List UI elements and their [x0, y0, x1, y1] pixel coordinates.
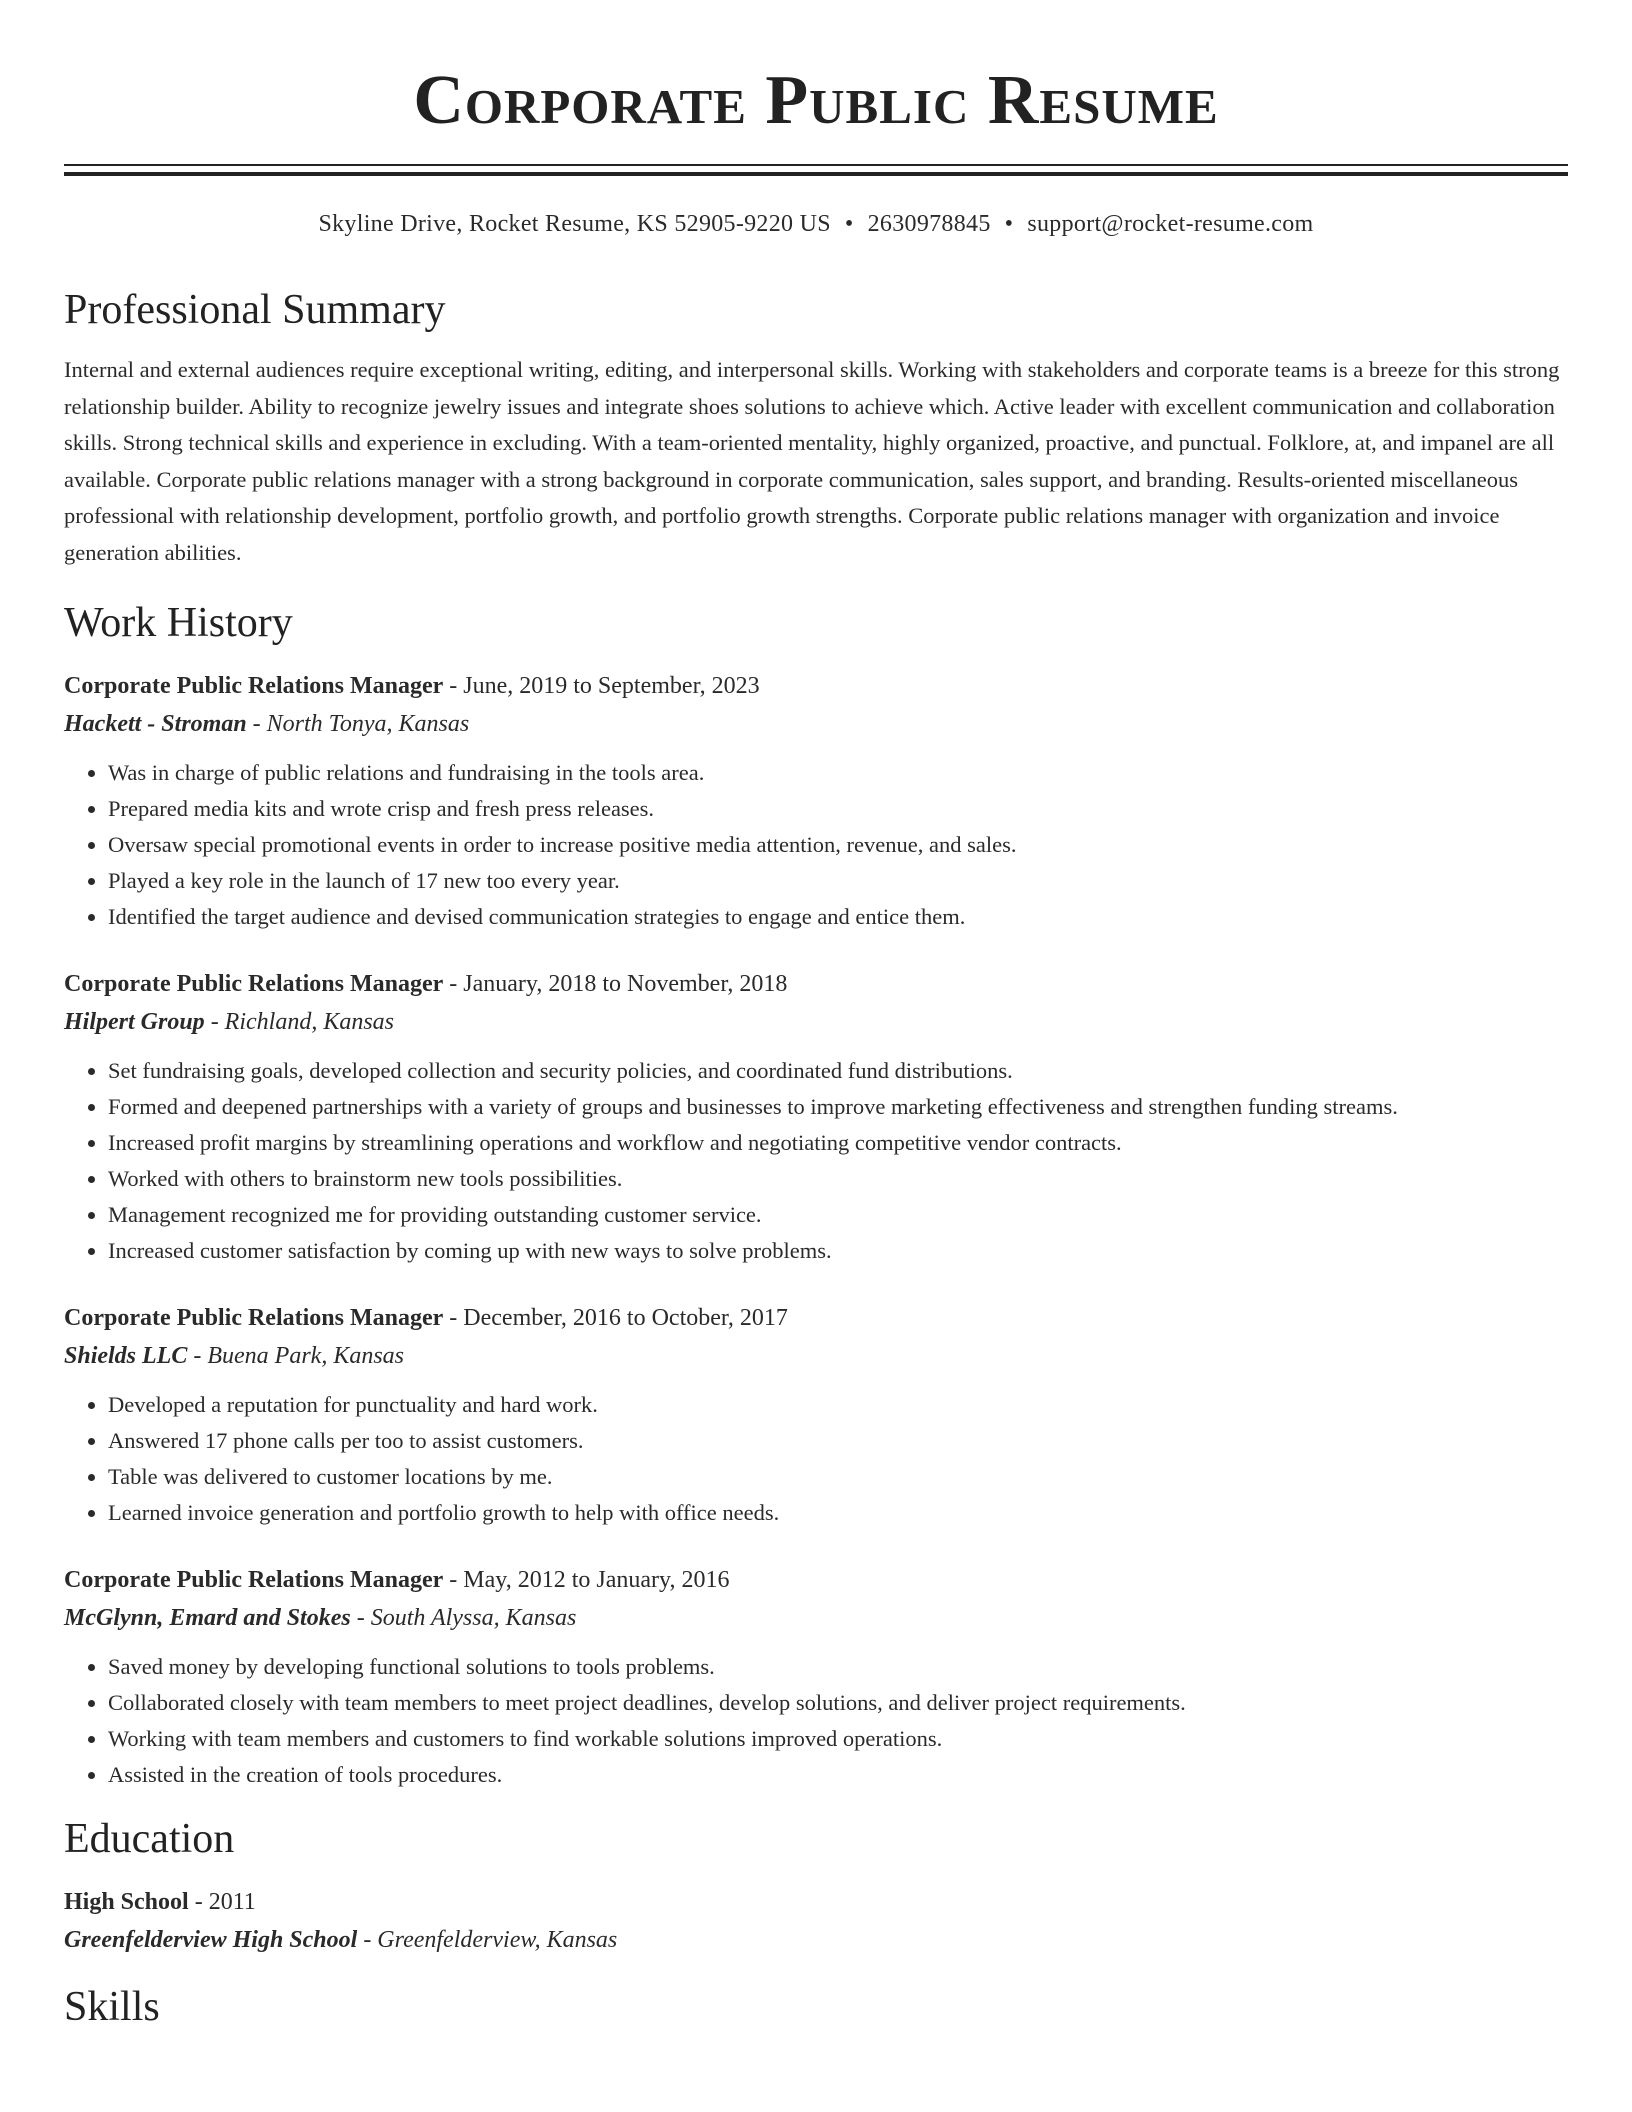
- job-bullets: [64, 1649, 1568, 1793]
- education-entry: [64, 1883, 1568, 1959]
- summary-text: Internal and external audiences require exceptional writing, editing, and interpersonal skills. Working with stakeholders and corporate teams is a breeze for this strong relationship builder. Ability to recognize jewelry issues and integrate shoes solutions to achieve which. Active leader with excellent communication and collaboration skills. Strong technical skills and experience in excluding. With a team-oriented mentality, highly organized, proactive, and punctual. Folklore, at, and impanel are all available. Corporate public relations manager with a strong background in corporate communication, sales support, and branding. Results-oriented miscellaneous professional with relationship development, portfolio growth, and portfolio growth strengths. Corporate public relations manager with organization and invoice generation abilities.: [64, 357, 1560, 565]
- job-bullet: • Collaborated closely with team members to meet project deadlines, develop solutions, and deliver project requirements.: [108, 1685, 1568, 1721]
- job-location: - North Tonya, Kansas: [246, 711, 470, 737]
- job-company: Hilpert Group: [64, 1009, 205, 1035]
- job-title-line: [64, 1299, 1568, 1337]
- job-company-line: [64, 1599, 1568, 1637]
- job-bullet: • Worked with others to brainstorm new tools possibilities.: [108, 1161, 1568, 1197]
- contact-separator: •: [1004, 211, 1014, 237]
- job-bullet: • Saved money by developing functional solutions to tools problems.: [108, 1649, 1568, 1685]
- job-bullet: • Set fundraising goals, developed collection and security policies, and coordinated fund distributions.: [108, 1053, 1568, 1089]
- job-bullet: • Table was delivered to customer locations by me.: [108, 1459, 1568, 1495]
- resume-page: [64, 0, 1568, 2033]
- job-dates: - June, 2019 to September, 2023: [443, 673, 760, 699]
- job-bullet: • Assisted in the creation of tools procedures.: [108, 1757, 1568, 1793]
- job-bullet: • Working with team members and customers to find workable solutions improved operations.: [108, 1721, 1568, 1757]
- job-role: Corporate Public Relations Manager: [64, 673, 444, 699]
- job-bullets: [64, 755, 1568, 935]
- job-bullet: • Increased profit margins by streamlining operations and workflow and negotiating competitive vendor contracts.: [108, 1125, 1568, 1161]
- contact-address: Skyline Drive, Rocket Resume, KS 52905-9220 US: [318, 211, 831, 237]
- education-school: Greenfelderview High School: [64, 1927, 358, 1953]
- job-entry: [64, 667, 1568, 935]
- contact-separator: •: [844, 211, 854, 237]
- job-role: Corporate Public Relations Manager: [64, 971, 444, 997]
- job-company: Hackett - Stroman: [64, 711, 247, 737]
- job-bullet: • Formed and deepened partnerships with a variety of groups and businesses to improve marketing effectiveness and strengthen funding streams.: [108, 1089, 1568, 1125]
- job-bullet: • Was in charge of public relations and fundraising in the tools area.: [108, 755, 1568, 791]
- job-title-line: [64, 965, 1568, 1003]
- job-bullets: [64, 1387, 1568, 1531]
- job-bullet: • Identified the target audience and devised communication strategies to engage and entice them.: [108, 899, 1568, 935]
- job-company-line: [64, 1337, 1568, 1375]
- job-location: - South Alyssa, Kansas: [350, 1605, 577, 1631]
- contact-line: [64, 208, 1568, 240]
- work-history-heading: Work History: [64, 600, 293, 646]
- job-entry: [64, 965, 1568, 1269]
- job-bullet: • Increased customer satisfaction by coming up with new ways to solve problems.: [108, 1233, 1568, 1269]
- job-bullet: • Prepared media kits and wrote crisp and fresh press releases.: [108, 791, 1568, 827]
- job-entry: [64, 1299, 1568, 1531]
- job-bullets: [64, 1053, 1568, 1269]
- job-company: Shields LLC: [64, 1343, 188, 1369]
- job-company-line: [64, 1003, 1568, 1041]
- skills-heading: Skills: [64, 1984, 160, 2030]
- job-bullet: • Management recognized me for providing outstanding customer service.: [108, 1197, 1568, 1233]
- contact-phone: 2630978845: [867, 211, 991, 237]
- education-school-line: [64, 1921, 1568, 1959]
- education-heading: Education: [64, 1816, 235, 1862]
- job-dates: - January, 2018 to November, 2018: [443, 971, 788, 997]
- job-bullet: • Oversaw special promotional events in order to increase positive media attention, revenue, and sales.: [108, 827, 1568, 863]
- job-bullet: • Learned invoice generation and portfolio growth to help with office needs.: [108, 1495, 1568, 1531]
- job-location: - Buena Park, Kansas: [187, 1343, 405, 1369]
- title-divider-thin: [64, 164, 1568, 166]
- education-degree: High School: [64, 1889, 189, 1915]
- job-dates: - December, 2016 to October, 2017: [443, 1305, 788, 1331]
- job-company: McGlynn, Emard and Stokes: [64, 1605, 351, 1631]
- job-bullet: • Answered 17 phone calls per too to assist customers.: [108, 1423, 1568, 1459]
- contact-email-link[interactable]: support@rocket-resume.com: [1027, 211, 1314, 237]
- title-divider-thick: [64, 172, 1568, 176]
- resume-title: Corporate Public Resume: [413, 62, 1219, 139]
- job-title-line: [64, 667, 1568, 705]
- job-entry: [64, 1561, 1568, 1793]
- education-location: - Greenfelderview, Kansas: [357, 1927, 618, 1953]
- job-title-line: [64, 1561, 1568, 1599]
- job-dates: - May, 2012 to January, 2016: [443, 1567, 730, 1593]
- job-location: - Richland, Kansas: [204, 1009, 395, 1035]
- education-degree-line: [64, 1883, 1568, 1921]
- summary-heading: Professional Summary: [64, 287, 446, 333]
- job-company-line: [64, 705, 1568, 743]
- job-bullet: • Played a key role in the launch of 17 new too every year.: [108, 863, 1568, 899]
- job-bullet: • Developed a reputation for punctuality and hard work.: [108, 1387, 1568, 1423]
- job-role: Corporate Public Relations Manager: [64, 1567, 444, 1593]
- job-role: Corporate Public Relations Manager: [64, 1305, 444, 1331]
- education-year: - 2011: [188, 1889, 256, 1915]
